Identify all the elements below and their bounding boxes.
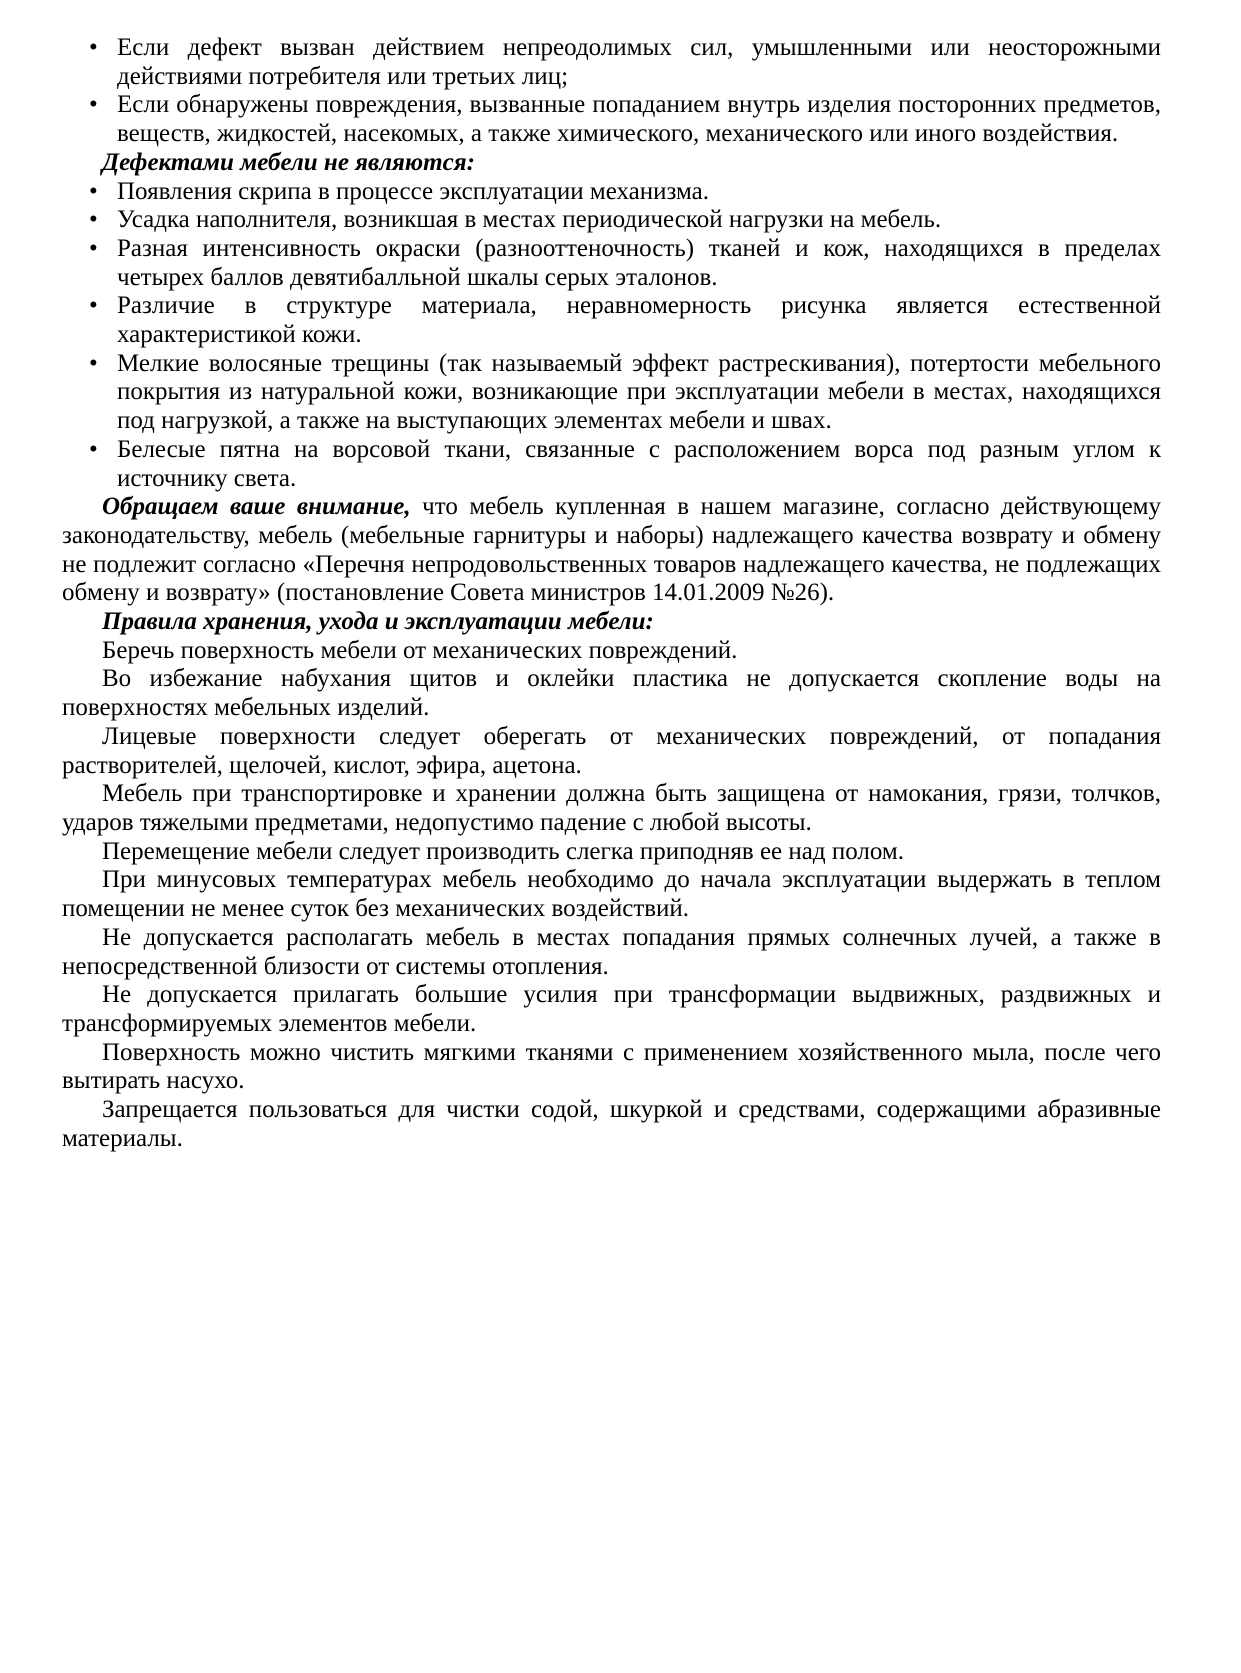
defects-section-heading: Дефектами мебели не являются: [102, 148, 475, 176]
rule-paragraph: Перемещение мебели следует производить слегка приподняв ее над полом. [102, 837, 904, 865]
rule-paragraph: Запрещается пользоваться для чистки содой, шкуркой и средствами, содержащими абразивные материалы. [62, 1096, 1161, 1152]
notice-paragraph [62, 493, 1161, 608]
rule-paragraph: Лицевые поверхности следует оберегать от механических повреждений, от попадания растворителей, щелочей, кислот, эфира, ацетона. [62, 722, 1161, 779]
list-item: • Различие в структуре материала, неравномерность рисунка является естественной характеристикой кожи. [62, 292, 1161, 349]
rules-section-heading: Правила хранения, ухода и эксплуатации мебели: [102, 608, 654, 636]
non-defects-list [62, 178, 1161, 494]
notice-lead: Обращаем ваше внимание, [102, 493, 411, 521]
rule-paragraph: Поверхность можно чистить мягкими тканями с применением хозяйственного мыла, после чего вытирать насухо. [62, 1038, 1161, 1095]
rule-paragraph: Не допускается прилагать большие усилия при трансформации выдвижных, раздвижных и трансформируемых элементов мебели. [62, 981, 1161, 1037]
list-item: • Если дефект вызван действием непреодолимых сил, умышленными или неосторожными действиями потребителя или третьих лиц; [62, 34, 1161, 91]
warranty-exclusions-list [62, 34, 1161, 149]
rule-paragraph: Во избежание набухания щитов и оклейки пластика не допускается скопление воды на поверхностях мебельных изделий. [62, 665, 1161, 722]
list-item: • Разная интенсивность окраски (разнооттеночность) тканей и кож, находящихся в пределах четырех баллов девятибалльной шкалы серых эталонов. [62, 235, 1161, 292]
notice-text: что мебель купленная в нашем магазине, согласно действующему законодательству, мебель (мебельные гарнитуры и наборы) надлежащего качества возврату и обмену не подлежит согласно «Перечня непродовольственных товаров надлежащего качества, не подлежащих обмену и возврату» (постановление Совета министров 14.01.2009 №26). [62, 493, 1161, 607]
rule-paragraph: Мебель при транспортировке и хранении должна быть защищена от намокания, грязи, толчков, ударов тяжелыми предметами, недопустимо падение с любой высоты. [62, 780, 1161, 836]
list-item: • Усадка наполнителя, возникшая в местах периодической нагрузки на мебель. [62, 206, 1161, 235]
rule-paragraph: Беречь поверхность мебели от механических повреждений. [102, 636, 738, 664]
list-item: • Белесые пятна на ворсовой ткани, связанные с расположением ворса под разным углом к источнику света. [62, 436, 1161, 493]
list-item: • Если обнаружены повреждения, вызванные попаданием внутрь изделия посторонних предметов, веществ, жидкостей, насекомых, а также химического, механического или иного воздействия. [62, 91, 1161, 148]
rule-paragraph: Не допускается располагать мебель в местах попадания прямых солнечных лучей, а также в непосредственной близости от системы отопления. [62, 923, 1161, 980]
list-item: • Мелкие волосяные трещины (так называемый эффект растрескивания), потертости мебельного покрытия из натуральной кожи, возникающие при эксплуатации мебели в местах, находящихся под нагрузкой, а также на выступающих элементах мебели и швах. [62, 350, 1161, 436]
rule-paragraph: При минусовых температурах мебель необходимо до начала эксплуатации выдержать в теплом помещении не менее суток без механических воздействий. [62, 866, 1161, 923]
list-item: • Появления скрипа в процессе эксплуатации механизма. [62, 178, 1161, 207]
